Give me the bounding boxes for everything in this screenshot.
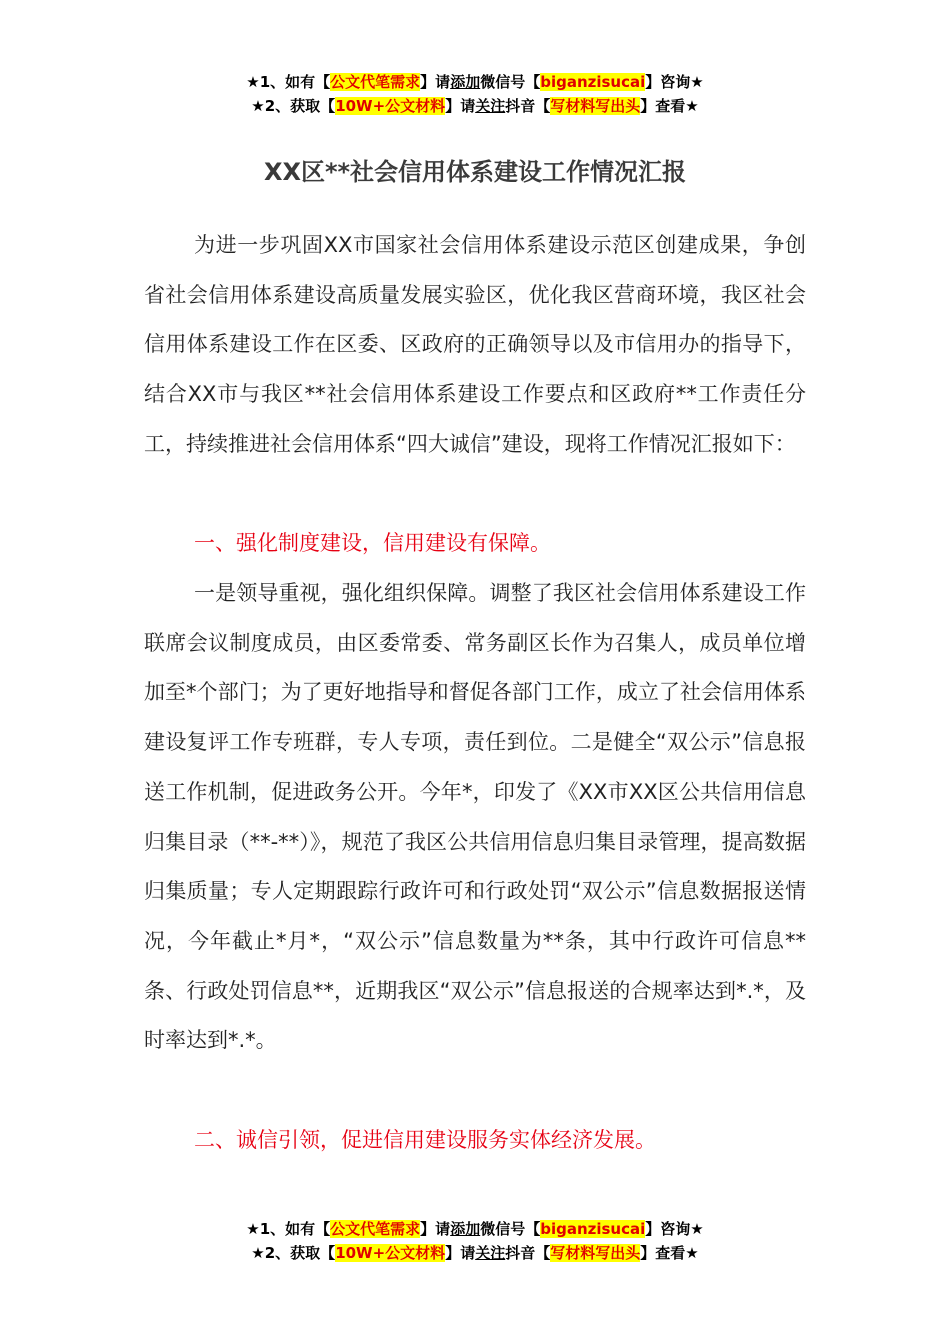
banner-line-2	[0, 1241, 950, 1265]
banner-text: 】查看★	[640, 1244, 699, 1262]
banner-underline: 关注	[475, 1244, 506, 1262]
section-heading-2: 二、诚信引领，促进信用建设服务实体经济发展。	[194, 1128, 656, 1152]
banner-underline: 关注	[475, 97, 506, 115]
banner-text: 】请	[420, 73, 451, 91]
banner-line-1	[0, 70, 950, 94]
banner-text: 抖音【	[505, 1244, 551, 1262]
document-title: XX区**社会信用体系建设工作情况汇报	[263, 158, 687, 186]
banner-highlight: 10W+公文材料	[335, 1244, 446, 1262]
banner-wechat-id: biganzisucai	[540, 73, 646, 91]
banner-text: ★1、如有【	[246, 1220, 331, 1238]
banner-text: 】请	[420, 1220, 451, 1238]
banner-douyin-id: 写材料写出头	[550, 1244, 641, 1262]
banner-text: 微信号【	[480, 73, 541, 91]
banner-underline: 添加	[450, 73, 481, 91]
banner-text: ★2、获取【	[251, 1244, 336, 1262]
banner-douyin-id: 写材料写出头	[550, 97, 641, 115]
banner-highlight: 公文代笔需求	[330, 1220, 421, 1238]
banner-underline: 添加	[450, 1220, 481, 1238]
header-banner	[0, 70, 950, 118]
banner-text: 】查看★	[640, 97, 699, 115]
banner-text: 】咨询★	[645, 1220, 704, 1238]
banner-text: 抖音【	[505, 97, 551, 115]
banner-text: 微信号【	[480, 1220, 541, 1238]
banner-text: 】咨询★	[645, 73, 704, 91]
banner-text: ★2、获取【	[251, 97, 336, 115]
banner-highlight: 公文代笔需求	[330, 73, 421, 91]
banner-line-1	[0, 1217, 950, 1241]
banner-text: 】请	[445, 1244, 476, 1262]
section-1-paragraph: 一是领导重视，强化组织保障。调整了我区社会信用体系建设工作联席会议制度成员，由区委常委、常务副区长作为召集人，成员单位增加至*个部门；为了更好地指导和督促各部门工作，成立了社会信用体系建设复评工作专班群，专人专项，责任到位。二是健全“双公示”信息报送工作机制，促进政务公开。今年*，印发了《XX市XX区公共信用信息归集目录（**-**）》，规范了我区公共信用信息归集目录管理，提高数据归集质量；专人定期跟踪行政许可和行政处罚“双公示”信息数据报送情况，今年截止*月*，“双公示”信息数量为**条，其中行政许可信息**条、行政处罚信息**，近期我区“双公示”信息报送的合规率达到*.*，及时率达到*.*。	[144, 581, 806, 1053]
banner-text: ★1、如有【	[246, 73, 331, 91]
footer-banner	[0, 1217, 950, 1265]
banner-wechat-id: biganzisucai	[540, 1220, 646, 1238]
intro-paragraph: 为进一步巩固XX市国家社会信用体系建设示范区创建成果，争创省社会信用体系建设高质量发展实验区，优化我区营商环境，我区社会信用体系建设工作在区委、区政府的正确领导以及市信用办的指导下，结合XX市与我区**社会信用体系建设工作要点和区政府**工作责任分工，持续推进社会信用体系“四大诚信”建设，现将工作情况汇报如下：	[144, 233, 806, 456]
section-heading-1: 一、强化制度建设，信用建设有保障。	[194, 531, 551, 555]
banner-highlight: 10W+公文材料	[335, 97, 446, 115]
banner-text: 】请	[445, 97, 476, 115]
banner-line-2	[0, 94, 950, 118]
